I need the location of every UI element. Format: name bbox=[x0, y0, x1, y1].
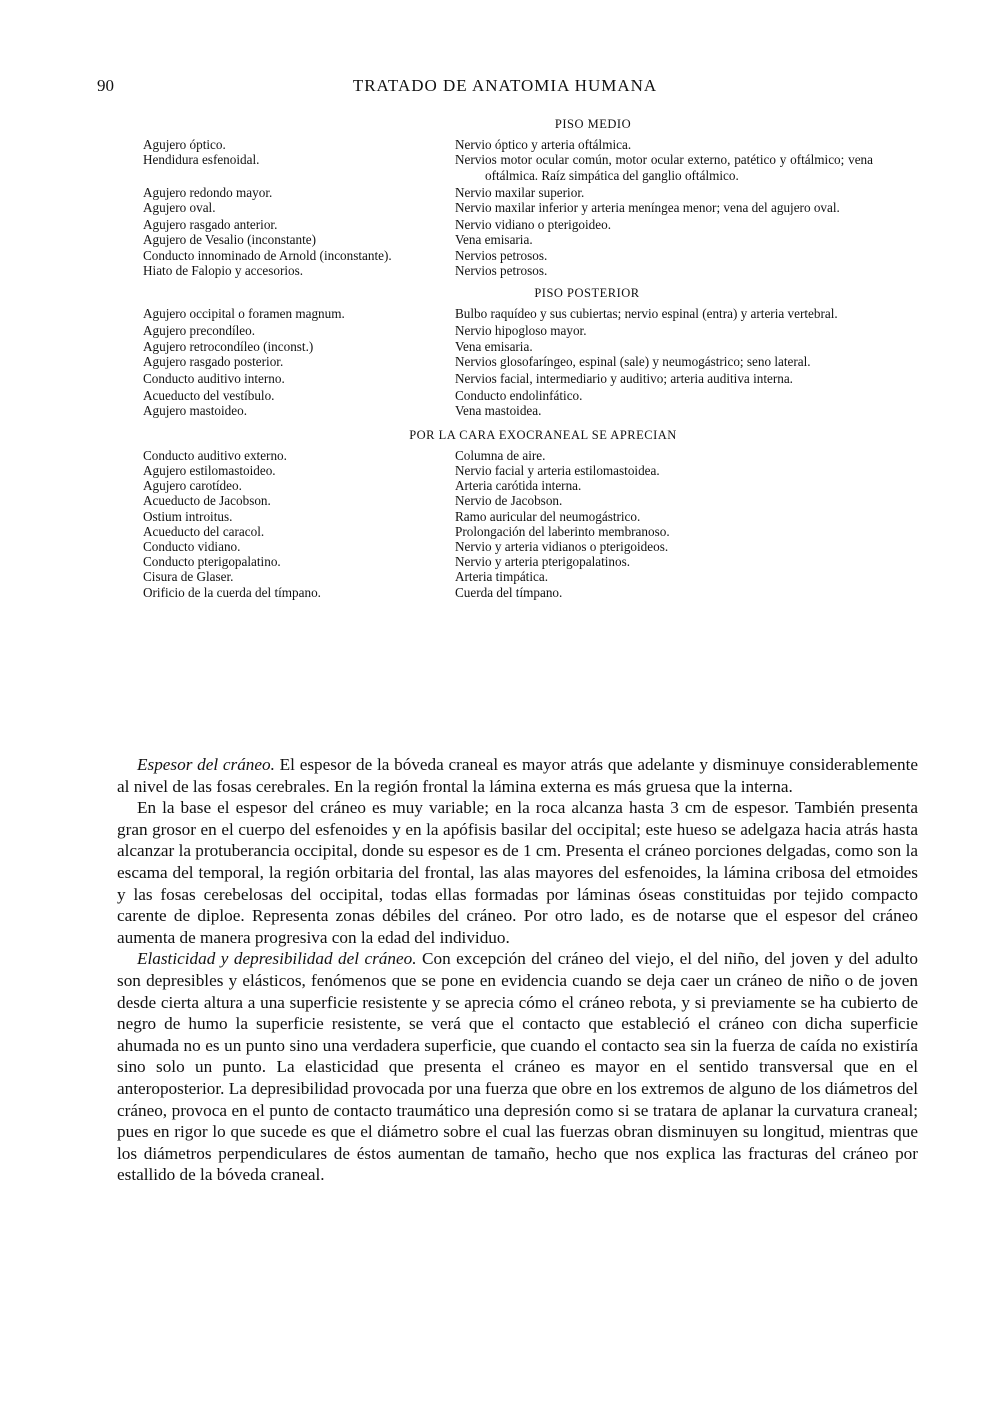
structure-contents: Ramo auricular del neumogástrico. bbox=[455, 508, 641, 524]
table-row bbox=[143, 232, 883, 247]
structure-contents: Bulbo raquídeo y sus cubiertas; nervio espinal (entra) y arteria vertebral. bbox=[455, 306, 838, 322]
structure-contents: Vena mastoidea. bbox=[455, 403, 542, 419]
paragraph-lead: Elasticidad y depresibilidad del cráneo. bbox=[137, 949, 417, 969]
structure-name: Agujero precondíleo. bbox=[143, 323, 256, 339]
table-row bbox=[143, 306, 883, 321]
structure-contents: Nervio vidiano o pterigoideo. bbox=[455, 217, 612, 233]
structure-name: Agujero mastoideo. bbox=[143, 403, 248, 419]
table-row bbox=[143, 339, 883, 354]
table-row bbox=[143, 388, 883, 403]
foramina-table bbox=[143, 117, 883, 600]
structure-contents: Vena emisaria. bbox=[455, 338, 533, 354]
structure-name: Agujero óptico. bbox=[143, 137, 226, 153]
table-row bbox=[143, 323, 883, 338]
table-row bbox=[143, 200, 883, 215]
table-row bbox=[143, 354, 883, 369]
structure-name: Agujero oval. bbox=[143, 200, 216, 216]
structure-name: Cisura de Glaser. bbox=[143, 569, 234, 585]
table-row bbox=[143, 478, 883, 493]
structure-contents: Nervio maxilar superior. bbox=[455, 184, 585, 200]
structure-name: Acueducto del caracol. bbox=[143, 523, 265, 539]
structure-contents: Vena emisaria. bbox=[455, 232, 533, 248]
body-text bbox=[117, 754, 918, 1186]
table-row bbox=[143, 448, 883, 463]
structure-name: Conducto vidiano. bbox=[143, 539, 241, 555]
table-row bbox=[143, 403, 883, 418]
table-row bbox=[143, 569, 883, 584]
structure-contents: Nervios petrosos. bbox=[455, 247, 548, 263]
structure-name: Orificio de la cuerda del tímpano. bbox=[143, 584, 321, 600]
structure-name: Hiato de Falopio y accesorios. bbox=[143, 262, 304, 278]
structure-name: Conducto auditivo externo. bbox=[143, 447, 287, 463]
structure-contents: Nervios facial, intermediario y auditivo; arteria auditiva interna. bbox=[455, 371, 793, 387]
structure-contents: Nervios motor ocular común, motor ocular externo, patético y oftálmico; vena oftálmica. Raíz simpática del ganglio oftálmico. bbox=[455, 152, 873, 183]
structure-contents: Nervio maxilar inferior y arteria meníngea menor; vena del agujero oval. bbox=[455, 200, 840, 216]
table-row bbox=[143, 524, 883, 539]
structure-name: Acueducto de Jacobson. bbox=[143, 493, 271, 509]
structure-contents: Cuerda del tímpano. bbox=[455, 584, 563, 600]
structure-name: Agujero occipital o foramen magnum. bbox=[143, 306, 345, 322]
structure-contents: Nervio óptico y arteria oftálmica. bbox=[455, 137, 632, 153]
section-heading: PISO POSTERIOR bbox=[534, 286, 640, 301]
structure-contents: Nervios petrosos. bbox=[455, 262, 548, 278]
table-row bbox=[143, 509, 883, 524]
structure-contents: Nervio hipogloso mayor. bbox=[455, 323, 587, 339]
table-row bbox=[143, 554, 883, 569]
table-row bbox=[143, 371, 883, 386]
table-row bbox=[143, 248, 883, 263]
table-row bbox=[143, 585, 883, 600]
structure-contents: Nervios glosofaríngeo, espinal (sale) y neumogástrico; seno lateral. bbox=[455, 353, 811, 369]
running-title: TRATADO DE ANATOMIA HUMANA bbox=[352, 76, 658, 95]
structure-name: Ostium introitus. bbox=[143, 508, 233, 524]
table-row bbox=[143, 493, 883, 508]
structure-name: Agujero estilomastoideo. bbox=[143, 463, 276, 479]
structure-name: Conducto innominado de Arnold (inconstante). bbox=[143, 247, 392, 263]
structure-contents: Conducto endolinfático. bbox=[455, 388, 583, 404]
structure-name: Conducto pterigopalatino. bbox=[143, 554, 281, 570]
table-row bbox=[143, 217, 883, 232]
table-row bbox=[143, 263, 883, 278]
structure-name: Agujero de Vesalio (inconstante) bbox=[143, 232, 316, 248]
paragraph bbox=[117, 948, 918, 1186]
structure-name: Hendidura esfenoidal. bbox=[143, 152, 260, 168]
section-heading: PISO MEDIO bbox=[554, 117, 632, 131]
structure-contents: Nervio facial y arteria estilomastoidea. bbox=[455, 463, 660, 479]
paragraph-text: Con excepción del cráneo del viejo, el del niño, del joven y del adulto son depresibles y elásticos, fenómenos que se pone en evidencia cuando se deja caer un cráneo de niño o de joven desde cierta altura a una superficie resistente y se aprecia cómo el cráneo rebota, y si previamente se ha cubierto de negro de humo la superficie resistente, se verá que el contacto que estableció el cráneo con dicha superficie ahumada no es un punto sino una verdadera superficie, que cuando el contacto sea sin la fuerza de caída no existiría sino solo un punto. La elasticidad que presenta el cráneo es mayor en el sentido transversal que en el anteroposterior. La depresibilidad provocada por una fuerza que obre en los extremos de alguno de los diámetros del cráneo, provoca en el punto de contacto traumático una depresión como si se tratara de aplanar la curvatura craneal; pues en rigor lo que sucede es que el diámetro sobre el cual las fuerzas obran disminuyen su longitud, mientras que los diámetros perpendiculares de éstos aumentan de tamaño, hecho que nos explica las fracturas del cráneo por estallido de la bóveda craneal. bbox=[117, 949, 919, 1185]
structure-name: Agujero rasgado anterior. bbox=[143, 217, 278, 233]
table-row bbox=[143, 137, 883, 152]
paragraph-text: En la base el espesor del cráneo es muy variable; en la roca alcanza hasta 3 cm de espesor. También presenta gran grosor en el cuerpo del esfenoides y en la apófisis basilar del occipital; este hueso se adelgaza hacia atrás hasta alcanzar la protuberancia occipital, donde su espesor es de 1 cm. Presenta el cráneo porciones delgadas, como son la escama del temporal, la región orbitaria del frontal, las alas mayores del esfenoides, la lámina cribosa del etmoides y las fosas cerebelosas del occipital, todas ellas formadas por láminas óseas constituidas por tejido compacto carente de diploe. Representa zonas débiles del cráneo. Por otro lado, es de notarse que el espesor del cráneo aumenta de manera progresiva con la edad del individuo. bbox=[117, 798, 918, 947]
table-row bbox=[143, 463, 883, 478]
table-row bbox=[143, 539, 883, 554]
paragraph bbox=[117, 754, 918, 797]
structure-name: Conducto auditivo interno. bbox=[143, 371, 285, 387]
structure-name: Agujero redondo mayor. bbox=[143, 184, 273, 200]
structure-name: Agujero retrocondíleo (inconst.) bbox=[143, 338, 314, 354]
table-row bbox=[143, 152, 883, 182]
structure-contents: Prolongación del laberinto membranoso. bbox=[455, 523, 670, 539]
structure-name: Agujero rasgado posterior. bbox=[143, 353, 284, 369]
structure-name: Acueducto del vestíbulo. bbox=[143, 388, 275, 404]
page-number: 90 bbox=[97, 76, 114, 95]
structure-contents: Arteria carótida interna. bbox=[455, 478, 582, 494]
structure-contents: Nervio y arteria pterigopalatinos. bbox=[455, 554, 631, 570]
structure-contents: Columna de aire. bbox=[455, 447, 546, 463]
paragraph-lead: Espesor del cráneo. bbox=[137, 755, 275, 774]
structure-contents: Nervio de Jacobson. bbox=[455, 493, 563, 509]
paragraph-text: El espesor de la bóveda craneal es mayor atrás que adelante y disminuye considerablemente al nivel de las fosas cerebrales. En la región frontal la lámina externa es más gruesa que la interna. bbox=[117, 755, 918, 796]
table-row bbox=[143, 185, 883, 200]
page-header bbox=[97, 76, 907, 100]
structure-contents: Arteria timpática. bbox=[455, 569, 549, 585]
section-heading: POR LA CARA EXOCRANEAL SE APRECIAN bbox=[409, 427, 677, 442]
structure-name: Agujero carotídeo. bbox=[143, 478, 242, 494]
paragraph bbox=[117, 797, 918, 948]
structure-contents: Nervio y arteria vidianos o pterigoideos. bbox=[455, 539, 669, 555]
